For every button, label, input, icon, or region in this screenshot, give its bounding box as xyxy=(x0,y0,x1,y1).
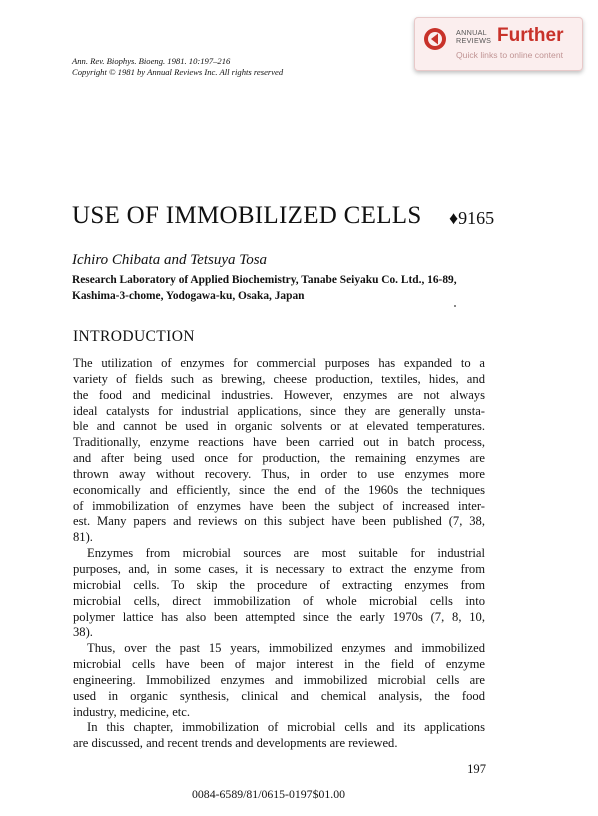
article-code-footer: 0084-6589/81/0615-0197$01.00 xyxy=(192,787,346,801)
section-heading: INTRODUCTION xyxy=(73,328,195,345)
reviews-label: REVIEWS xyxy=(456,36,492,45)
annual-reviews-logo-icon xyxy=(423,27,447,51)
body-line: engineering. Immobilized enzymes and immobilized microbial cells are xyxy=(73,672,485,687)
article-code: ♦9165 xyxy=(449,208,495,228)
body-line: used in organic synthesis, clinical and chemical analysis, the food xyxy=(73,688,485,703)
affiliation xyxy=(72,272,492,304)
speck-mark xyxy=(454,305,456,307)
annual-label: ANNUAL xyxy=(456,28,487,37)
journal-citation xyxy=(72,56,372,78)
body-line: 81). xyxy=(73,530,93,545)
body-line: Enzymes from microbial sources are most suitable for industrial xyxy=(87,546,485,561)
page-number: 197 xyxy=(467,762,486,776)
authors: Ichiro Chibata and Tetsuya Tosa xyxy=(72,252,268,268)
annual-reviews-wordmark xyxy=(456,29,496,45)
body-line: thrown away without recovery. Thus, in order to use enzymes more xyxy=(73,466,485,481)
affiliation-line: Research Laboratory of Applied Biochemistry, Tanabe Seiyaku Co. Ltd., 16-89, xyxy=(72,274,457,286)
affiliation-line: Kashima-3-chome, Yodogawa-ku, Osaka, Japan xyxy=(72,290,305,302)
copyright-line: Copyright © 1981 by Annual Reviews Inc. All rights reserved xyxy=(72,67,284,77)
body-line: microbial cells have been of major interest in the field of enzyme xyxy=(73,657,485,672)
body-line: In this chapter, immobilization of microbial cells and its applications xyxy=(87,720,485,735)
body-line: microbial cells. To skip the procedure of extracting enzymes from xyxy=(73,577,485,592)
body-text xyxy=(73,356,485,752)
quick-links-label: Quick links to online content xyxy=(456,50,564,60)
body-line: The utilization of enzymes for commercial purposes has expanded to a xyxy=(73,356,485,370)
body-line: ble and cannot be used in organic solvents or at elevated temperatures. xyxy=(73,419,485,434)
body-line: purposes, and, in some cases, it is necessary to extract the enzyme from xyxy=(73,561,485,576)
body-line: variety of fields such as brewing, cheese production, textiles, hides, and xyxy=(73,371,485,386)
further-badge[interactable] xyxy=(414,17,583,71)
body-line: 38). xyxy=(73,625,93,640)
body-line: and after being used once for production, the remaining enzymes are xyxy=(73,451,485,466)
body-line: ideal catalysts for industrial applications, since they are generally unsta- xyxy=(73,403,485,418)
body-line: Traditionally, enzyme reactions have been carried out in batch process, xyxy=(73,435,485,450)
body-line: the food and medicinal industries. However, enzymes are not always xyxy=(73,387,485,402)
body-line: Thus, over the past 15 years, immobilized enzymes and immobilized xyxy=(87,641,485,656)
body-line: are discussed, and recent trends and developments are reviewed. xyxy=(73,736,398,751)
body-line: economically and efficiently, since the end of the 1960s the techniques xyxy=(73,482,485,497)
body-line: of immobilization of enzymes have been the subject of increased inter- xyxy=(73,498,485,513)
body-line: polymer lattice has also been attempted since the early 1970s (7, 8, 10, xyxy=(73,609,485,624)
body-line: est. Many papers and reviews on this subject have been published (7, 38, xyxy=(73,514,485,529)
body-line: industry, medicine, etc. xyxy=(73,704,191,719)
body-line: microbial cells, direct immobilization of whole microbial cells into xyxy=(73,593,485,608)
further-label: Further xyxy=(497,25,564,46)
article-title: USE OF IMMOBILIZED CELLS xyxy=(72,202,422,229)
journal-citation-line: Ann. Rev. Biophys. Bioeng. 1981. 10:197–216 xyxy=(72,56,231,66)
